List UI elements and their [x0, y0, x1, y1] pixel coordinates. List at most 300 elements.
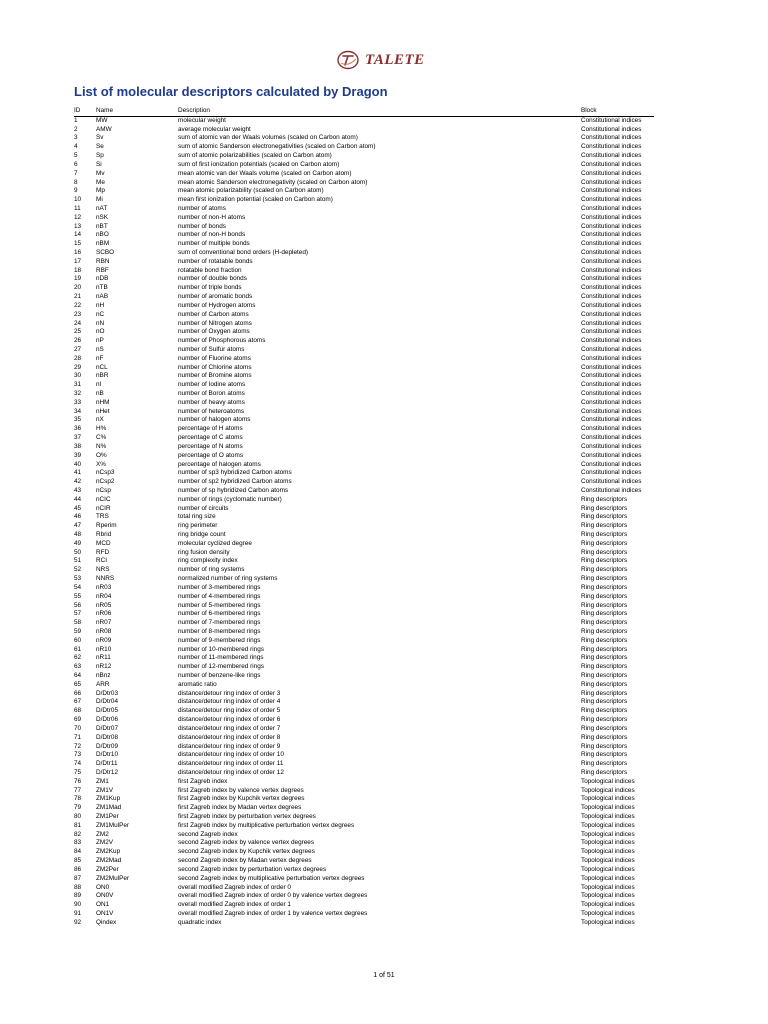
- cell-name: nR05: [96, 601, 112, 609]
- cell-block: Constitutional indices: [581, 345, 642, 353]
- cell-description: quadratic index: [178, 918, 222, 926]
- cell-name: O%: [96, 451, 107, 459]
- cell-id: 24: [74, 319, 82, 327]
- cell-id: 81: [74, 821, 82, 829]
- cell-block: Ring descriptors: [581, 654, 628, 662]
- cell-description: distance/detour ring index of order 5: [178, 707, 281, 715]
- cell-name: nHet: [96, 407, 110, 415]
- cell-block: Constitutional indices: [581, 425, 642, 433]
- cell-description: average molecular weight: [178, 125, 251, 133]
- cell-name: Qindex: [96, 918, 117, 926]
- cell-description: distance/detour ring index of order 11: [178, 760, 284, 768]
- cell-description: distance/detour ring index of order 8: [178, 733, 281, 741]
- cell-description: number of Iodine atoms: [178, 381, 246, 389]
- table-row: [74, 857, 654, 866]
- cell-description: overall modified Zagreb index of order 1 by valence vertex degrees: [178, 909, 368, 917]
- cell-name: D/Dtr04: [96, 698, 119, 706]
- cell-description: number of non-H bonds: [178, 231, 246, 239]
- cell-id: 32: [74, 390, 82, 397]
- cell-description: number of Sulfur atoms: [178, 345, 245, 353]
- cell-description: sum of atomic polarizabilities (scaled on Carbon atom): [178, 152, 332, 160]
- cell-name: nB: [96, 390, 104, 397]
- cell-block: Constitutional indices: [581, 416, 642, 424]
- cell-block: Ring descriptors: [581, 733, 628, 741]
- cell-description: ring complexity index: [178, 557, 238, 565]
- cell-name: nR04: [96, 592, 112, 600]
- cell-name: nBT: [96, 222, 108, 230]
- cell-block: Constitutional indices: [581, 407, 642, 415]
- table-row: [74, 152, 654, 161]
- cell-id: 34: [74, 407, 82, 415]
- cell-block: Topological indices: [581, 909, 635, 917]
- table-row: [74, 170, 654, 179]
- table-row: [74, 372, 654, 381]
- cell-block: Ring descriptors: [581, 716, 628, 724]
- table-row: [74, 355, 654, 364]
- cell-name: nCsp2: [96, 478, 115, 486]
- cell-description: number of rings (cyclomatic number): [178, 495, 282, 503]
- cell-description: number of Boron atoms: [178, 390, 245, 397]
- cell-id: 37: [74, 434, 82, 442]
- cell-name: RFD: [96, 548, 110, 556]
- cell-description: second Zagreb index by Kupchik vertex degrees: [178, 848, 315, 856]
- cell-block: Constitutional indices: [581, 293, 642, 301]
- cell-block: Ring descriptors: [581, 619, 628, 627]
- cell-name: nBO: [96, 231, 109, 239]
- cell-name: N%: [96, 442, 107, 450]
- table-row: [74, 505, 654, 514]
- cell-block: Constitutional indices: [581, 486, 642, 494]
- cell-name: X%: [96, 460, 106, 468]
- cell-name: nR12: [96, 663, 112, 671]
- cell-block: Constitutional indices: [581, 372, 642, 380]
- cell-description: ring bridge count: [178, 531, 226, 538]
- cell-description: overall modified Zagreb index of order 1: [178, 901, 291, 909]
- cell-name: nR11: [96, 654, 111, 662]
- cell-block: Ring descriptors: [581, 592, 628, 600]
- cell-block: Ring descriptors: [581, 566, 628, 574]
- cell-block: Ring descriptors: [581, 768, 628, 776]
- cell-id: 13: [74, 222, 82, 230]
- cell-description: number of heavy atoms: [178, 398, 245, 406]
- cell-description: aromatic ratio: [178, 680, 217, 688]
- cell-id: 91: [74, 909, 82, 917]
- cell-description: number of sp2 hybridized Carbon atoms: [178, 478, 292, 486]
- cell-block: Ring descriptors: [581, 513, 628, 521]
- cell-id: 70: [74, 724, 82, 732]
- cell-block: Constitutional indices: [581, 160, 642, 168]
- table-row: [74, 214, 654, 223]
- table-row: [74, 593, 654, 602]
- cell-id: 50: [74, 548, 82, 556]
- cell-description: first Zagreb index by Kupchik vertex degrees: [178, 795, 305, 803]
- cell-block: Constitutional indices: [581, 116, 642, 124]
- cell-id: 5: [74, 152, 78, 160]
- column-header-id: ID: [74, 107, 96, 116]
- table-row: [74, 416, 654, 425]
- cell-name: nCsp: [96, 486, 111, 494]
- table-row: [74, 443, 654, 452]
- table-row: [74, 707, 654, 716]
- cell-block: Topological indices: [581, 848, 635, 856]
- cell-id: 21: [74, 293, 82, 301]
- cell-name: D/Dtr11: [96, 760, 118, 768]
- cell-name: nSK: [96, 213, 109, 221]
- cell-name: nO: [96, 328, 105, 336]
- table-row: [74, 522, 654, 531]
- cell-description: number of Phosphorous atoms: [178, 337, 266, 345]
- cell-description: percentage of C atoms: [178, 434, 243, 442]
- table-row: [74, 716, 654, 725]
- cell-id: 78: [74, 795, 82, 803]
- cell-id: 8: [74, 178, 78, 186]
- cell-description: percentage of O atoms: [178, 451, 244, 459]
- table-row: [74, 408, 654, 417]
- cell-id: 89: [74, 892, 82, 900]
- cell-name: ZM1: [96, 777, 109, 785]
- cell-description: rotatable bond fraction: [178, 266, 242, 274]
- cell-name: Mp: [96, 187, 105, 195]
- cell-name: nTB: [96, 284, 108, 292]
- table-row: [74, 513, 654, 522]
- cell-description: second Zagreb index by multiplicative perturbation vertex degrees: [178, 874, 365, 882]
- cell-block: Topological indices: [581, 804, 635, 812]
- cell-description: sum of conventional bond orders (H-depleted): [178, 249, 309, 256]
- cell-block: Ring descriptors: [581, 698, 628, 706]
- cell-block: Topological indices: [581, 795, 635, 803]
- cell-id: 60: [74, 636, 82, 644]
- cell-description: number of sp hybridized Carbon atoms: [178, 486, 289, 494]
- table-row: [74, 425, 654, 434]
- table-row: [74, 258, 654, 267]
- cell-name: D/Dtr12: [96, 768, 119, 776]
- cell-block: Ring descriptors: [581, 601, 628, 609]
- descriptor-table: [74, 107, 654, 928]
- cell-description: second Zagreb index: [178, 830, 238, 838]
- table-row: [74, 778, 654, 787]
- cell-block: Constitutional indices: [581, 187, 642, 195]
- cell-description: distance/detour ring index of order 12: [178, 768, 284, 776]
- cell-name: ZM2V: [96, 839, 114, 847]
- cell-id: 44: [74, 495, 82, 503]
- table-row: [74, 390, 654, 399]
- cell-block: Constitutional indices: [581, 451, 642, 459]
- cell-description: mean atomic polarizability (scaled on Carbon atom): [178, 187, 324, 195]
- cell-id: 7: [74, 169, 78, 177]
- cell-block: Constitutional indices: [581, 196, 642, 204]
- table-row: [74, 602, 654, 611]
- cell-block: Ring descriptors: [581, 495, 628, 503]
- cell-block: Ring descriptors: [581, 751, 628, 759]
- cell-id: 51: [74, 557, 82, 565]
- table-row: [74, 848, 654, 857]
- cell-id: 39: [74, 451, 82, 459]
- table-row: [74, 134, 654, 143]
- cell-id: 85: [74, 857, 82, 865]
- table-row: [74, 575, 654, 584]
- cell-description: number of 4-membered rings: [178, 592, 261, 600]
- table-row: [74, 346, 654, 355]
- cell-block: Ring descriptors: [581, 539, 628, 547]
- cell-block: Topological indices: [581, 777, 635, 785]
- cell-name: nF: [96, 354, 104, 362]
- cell-description: number of Carbon atoms: [178, 310, 249, 318]
- cell-description: number of Oxygen atoms: [178, 328, 250, 336]
- cell-block: Ring descriptors: [581, 760, 628, 768]
- cell-name: Si: [96, 160, 102, 168]
- table-row: [74, 240, 654, 249]
- table-row: [74, 866, 654, 875]
- table-row: [74, 628, 654, 637]
- table-row: [74, 320, 654, 329]
- cell-id: 48: [74, 531, 82, 538]
- cell-block: Topological indices: [581, 839, 635, 847]
- cell-description: distance/detour ring index of order 7: [178, 724, 281, 732]
- cell-description: number of multiple bonds: [178, 240, 250, 248]
- cell-block: Ring descriptors: [581, 531, 628, 538]
- cell-id: 63: [74, 663, 82, 671]
- cell-block: Topological indices: [581, 918, 635, 926]
- cell-block: Ring descriptors: [581, 583, 628, 591]
- table-row: [74, 875, 654, 884]
- cell-block: Ring descriptors: [581, 724, 628, 732]
- table-row: [74, 804, 654, 813]
- cell-description: distance/detour ring index of order 9: [178, 742, 281, 750]
- table-row: [74, 161, 654, 170]
- table-header-row: [74, 107, 654, 116]
- cell-name: nX: [96, 416, 104, 424]
- cell-block: Ring descriptors: [581, 504, 628, 512]
- cell-name: ZM2Mad: [96, 857, 122, 865]
- cell-name: ON0: [96, 883, 110, 891]
- cell-description: number of Bromine atoms: [178, 372, 252, 380]
- cell-block: Ring descriptors: [581, 636, 628, 644]
- cell-name: ZM2MulPer: [96, 874, 130, 882]
- cell-block: Constitutional indices: [581, 319, 642, 327]
- cell-block: Constitutional indices: [581, 390, 642, 397]
- table-row: [74, 884, 654, 893]
- table-row: [74, 461, 654, 470]
- cell-id: 84: [74, 848, 82, 856]
- cell-id: 76: [74, 777, 82, 785]
- cell-id: 27: [74, 345, 82, 353]
- table-row: [74, 311, 654, 320]
- cell-id: 73: [74, 751, 82, 759]
- cell-id: 65: [74, 680, 82, 688]
- cell-description: first Zagreb index by multiplicative perturbation vertex degrees: [178, 821, 355, 829]
- table-row: [74, 275, 654, 284]
- cell-block: Ring descriptors: [581, 548, 628, 556]
- cell-block: Constitutional indices: [581, 363, 642, 371]
- cell-block: Topological indices: [581, 786, 635, 794]
- cell-block: Constitutional indices: [581, 434, 642, 442]
- cell-description: overall modified Zagreb index of order 0: [178, 883, 291, 891]
- cell-description: percentage of halogen atoms: [178, 460, 261, 468]
- cell-block: Constitutional indices: [581, 469, 642, 477]
- cell-description: sum of atomic van der Waals volumes (scaled on Carbon atom): [178, 134, 358, 142]
- cell-block: Ring descriptors: [581, 742, 628, 750]
- cell-name: nCsp3: [96, 469, 115, 477]
- cell-name: nS: [96, 345, 104, 353]
- table-row: [74, 302, 654, 311]
- cell-id: 53: [74, 575, 82, 583]
- cell-name: D/Dtr09: [96, 742, 119, 750]
- cell-description: normalized number of ring systems: [178, 575, 278, 583]
- cell-name: nR09: [96, 636, 112, 644]
- cell-description: second Zagreb index by Madan vertex degrees: [178, 857, 312, 865]
- cell-description: distance/detour ring index of order 3: [178, 689, 281, 697]
- cell-block: Constitutional indices: [581, 169, 642, 177]
- cell-block: Constitutional indices: [581, 354, 642, 362]
- cell-id: 59: [74, 627, 82, 635]
- column-header-name: Name: [96, 107, 178, 116]
- cell-description: first Zagreb index by valence vertex degrees: [178, 786, 304, 794]
- cell-description: number of 9-membered rings: [178, 636, 261, 644]
- table-row: [74, 293, 654, 302]
- cell-id: 75: [74, 768, 82, 776]
- cell-name: Sv: [96, 134, 104, 142]
- cell-name: NNRS: [96, 575, 115, 583]
- cell-name: ZM1V: [96, 786, 114, 794]
- cell-id: 68: [74, 707, 82, 715]
- cell-block: Constitutional indices: [581, 398, 642, 406]
- table-row: [74, 725, 654, 734]
- cell-name: Se: [96, 143, 104, 151]
- cell-description: distance/detour ring index of order 4: [178, 698, 281, 706]
- cell-description: number of double bonds: [178, 275, 247, 283]
- table-row: [74, 751, 654, 760]
- cell-name: nP: [96, 337, 104, 345]
- cell-id: 47: [74, 522, 82, 530]
- cell-block: Constitutional indices: [581, 478, 642, 486]
- cell-description: percentage of H atoms: [178, 425, 243, 433]
- cell-id: 4: [74, 143, 78, 151]
- table-row: [74, 223, 654, 232]
- cell-block: Ring descriptors: [581, 575, 628, 583]
- table-row: [74, 787, 654, 796]
- cell-id: 49: [74, 539, 82, 547]
- cell-id: 72: [74, 742, 82, 750]
- table-row: [74, 337, 654, 346]
- cell-id: 41: [74, 469, 82, 477]
- cell-name: nN: [96, 319, 105, 327]
- cell-description: number of Chlorine atoms: [178, 363, 252, 371]
- cell-block: Constitutional indices: [581, 257, 642, 265]
- talete-logo: [337, 50, 425, 70]
- talete-mark-icon: [337, 50, 359, 70]
- cell-block: Topological indices: [581, 883, 635, 891]
- cell-block: Constitutional indices: [581, 152, 642, 160]
- cell-block: Topological indices: [581, 892, 635, 900]
- cell-name: ON1V: [96, 909, 114, 917]
- cell-block: Constitutional indices: [581, 381, 642, 389]
- cell-id: 19: [74, 275, 82, 283]
- table-row: [74, 434, 654, 443]
- cell-id: 6: [74, 160, 78, 168]
- cell-block: Topological indices: [581, 857, 635, 865]
- cell-name: ZM1Kup: [96, 795, 121, 803]
- cell-block: Constitutional indices: [581, 310, 642, 318]
- cell-id: 88: [74, 883, 82, 891]
- cell-id: 58: [74, 619, 82, 627]
- cell-description: number of Nitrogen atoms: [178, 319, 252, 327]
- cell-description: mean atomic Sanderson electronegativity (scaled on Carbon atom): [178, 178, 368, 186]
- cell-id: 11: [74, 204, 81, 212]
- cell-block: Ring descriptors: [581, 672, 628, 679]
- cell-name: ON1: [96, 901, 110, 909]
- table-row: [74, 478, 654, 487]
- table-row: [74, 610, 654, 619]
- cell-description: number of 7-membered rings: [178, 619, 261, 627]
- table-body: [74, 116, 654, 927]
- table-row: [74, 813, 654, 822]
- cell-block: Topological indices: [581, 830, 635, 838]
- cell-id: 46: [74, 513, 82, 521]
- cell-name: ZM1Per: [96, 813, 119, 820]
- cell-id: 77: [74, 786, 82, 794]
- cell-description: number of 12-membered rings: [178, 663, 264, 671]
- cell-description: number of bonds: [178, 222, 226, 230]
- table-row: [74, 126, 654, 135]
- cell-description: sum of first ionization potentials (scaled on Carbon atom): [178, 160, 340, 168]
- cell-description: second Zagreb index by valence vertex degrees: [178, 839, 315, 847]
- table-row: [74, 496, 654, 505]
- table-row: [74, 769, 654, 778]
- table-row: [74, 205, 654, 214]
- table-row: [74, 452, 654, 461]
- cell-name: ZM2: [96, 830, 109, 838]
- cell-block: Constitutional indices: [581, 204, 642, 212]
- cell-description: number of aromatic bonds: [178, 293, 253, 301]
- cell-name: nCL: [96, 363, 108, 371]
- cell-block: Ring descriptors: [581, 707, 628, 715]
- cell-block: Constitutional indices: [581, 328, 642, 336]
- cell-id: 82: [74, 830, 82, 838]
- cell-id: 20: [74, 284, 82, 292]
- cell-name: Me: [96, 178, 105, 186]
- table-row: [74, 831, 654, 840]
- cell-name: nR03: [96, 583, 112, 591]
- cell-name: nCIR: [96, 504, 111, 512]
- table-row: [74, 892, 654, 901]
- table-row: [74, 760, 654, 769]
- cell-block: Ring descriptors: [581, 689, 628, 697]
- cell-name: Rbrid: [96, 531, 112, 538]
- cell-block: Ring descriptors: [581, 645, 628, 653]
- cell-id: 1: [74, 116, 78, 124]
- cell-id: 38: [74, 442, 82, 450]
- table-row: [74, 822, 654, 831]
- cell-name: nR06: [96, 610, 112, 618]
- cell-block: Topological indices: [581, 821, 635, 829]
- table-row: [74, 540, 654, 549]
- cell-id: 61: [74, 645, 82, 653]
- table-row: [74, 549, 654, 558]
- table-row: [74, 328, 654, 337]
- cell-id: 56: [74, 601, 82, 609]
- cell-block: Constitutional indices: [581, 266, 642, 274]
- cell-name: Rperim: [96, 522, 117, 530]
- cell-description: number of sp3 hybridized Carbon atoms: [178, 469, 292, 477]
- cell-id: 54: [74, 583, 82, 591]
- table-header: [74, 107, 654, 116]
- table-row: [74, 619, 654, 628]
- cell-description: mean atomic van der Waals volume (scaled on Carbon atom): [178, 169, 352, 177]
- cell-block: Topological indices: [581, 874, 635, 882]
- cell-name: ZM1Mad: [96, 804, 122, 812]
- cell-id: 42: [74, 478, 82, 486]
- cell-block: Topological indices: [581, 901, 635, 909]
